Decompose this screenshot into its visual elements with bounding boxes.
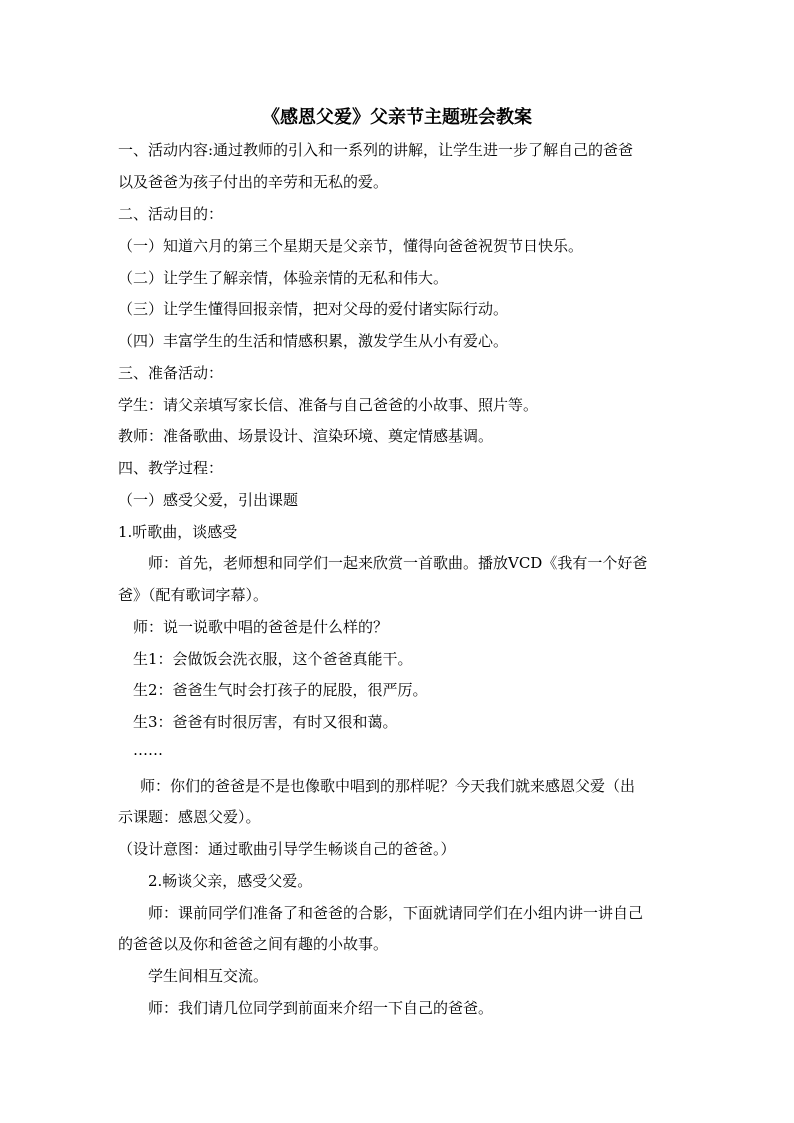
paragraph-line: 师：你们的爸爸是不是也像歌中唱到的那样呢？今天我们就来感恩父爱（出 bbox=[140, 777, 636, 795]
paragraph-line: 生3：爸爸有时很厉害，有时又很和蔼。 bbox=[133, 713, 398, 731]
paragraph-line: 学生间相互交流。 bbox=[148, 967, 269, 985]
paragraph-line: 师：课前同学们准备了和爸爸的合影，下面就请同学们在小组内讲一讲自己 bbox=[148, 904, 644, 922]
paragraph-line: 1.听歌曲，谈感受 bbox=[118, 523, 238, 541]
paragraph-line: （一）知道六月的第三个星期天是父亲节，懂得向爸爸祝贺节日快乐。 bbox=[118, 237, 584, 255]
paragraph-line: 教师：准备歌曲、场景设计、渲染环境、奠定情感基调。 bbox=[118, 427, 494, 445]
section-heading: 二、活动目的： bbox=[118, 205, 224, 223]
paragraph-line: 师：我们请几位同学到前面来介绍一下自己的爸爸。 bbox=[148, 999, 494, 1017]
document-title: 《感恩父爱》父亲节主题班会教案 bbox=[262, 107, 532, 128]
paragraph-line: （设计意图：通过歌曲引导学生畅谈自己的爸爸。） bbox=[118, 840, 456, 858]
paragraph-line: 生1：会做饭会洗衣服，这个爸爸真能干。 bbox=[133, 650, 413, 668]
paragraph-line: （四）丰富学生的生活和情感积累，激发学生从小有爱心。 bbox=[118, 332, 509, 350]
paragraph-line: （一）感受父爱，引出课题 bbox=[118, 491, 299, 509]
section-heading: 四、教学过程： bbox=[118, 459, 224, 477]
paragraph-line: 的爸爸以及你和爸爸之间有趣的小故事。 bbox=[118, 935, 389, 953]
paragraph-line: （二）让学生了解亲情，体验亲情的无私和伟大。 bbox=[118, 269, 449, 287]
paragraph-line: 师：说一说歌中唱的爸爸是什么样的？ bbox=[133, 618, 389, 636]
paragraph-line: 2.畅谈父亲，感受父爱。 bbox=[148, 872, 313, 890]
paragraph-line: 一、活动内容:通过教师的引入和一系列的讲解，让学生进一步了解自己的爸爸 bbox=[118, 141, 634, 159]
paragraph-line: 师：首先，老师想和同学们一起来欣赏一首歌曲。播放VCD《我有一个好爸 bbox=[148, 554, 648, 572]
paragraph-line: 示课题：感恩父爱）。 bbox=[118, 808, 261, 826]
paragraph-line: 以及爸爸为孩子付出的辛劳和无私的爱。 bbox=[118, 173, 389, 191]
section-heading: 三、准备活动： bbox=[118, 364, 224, 382]
paragraph-line: 生2：爸爸生气时会打孩子的屁股，很严厉。 bbox=[133, 681, 428, 699]
ellipsis-line: …… bbox=[133, 741, 163, 759]
paragraph-line: （三）让学生懂得回报亲情，把对父母的爱付诸实际行动。 bbox=[118, 300, 509, 318]
paragraph-line: 学生：请父亲填写家长信、准备与自己爸爸的小故事、照片等。 bbox=[118, 396, 539, 414]
paragraph-line: 爸》（配有歌词字幕）。 bbox=[118, 586, 269, 604]
